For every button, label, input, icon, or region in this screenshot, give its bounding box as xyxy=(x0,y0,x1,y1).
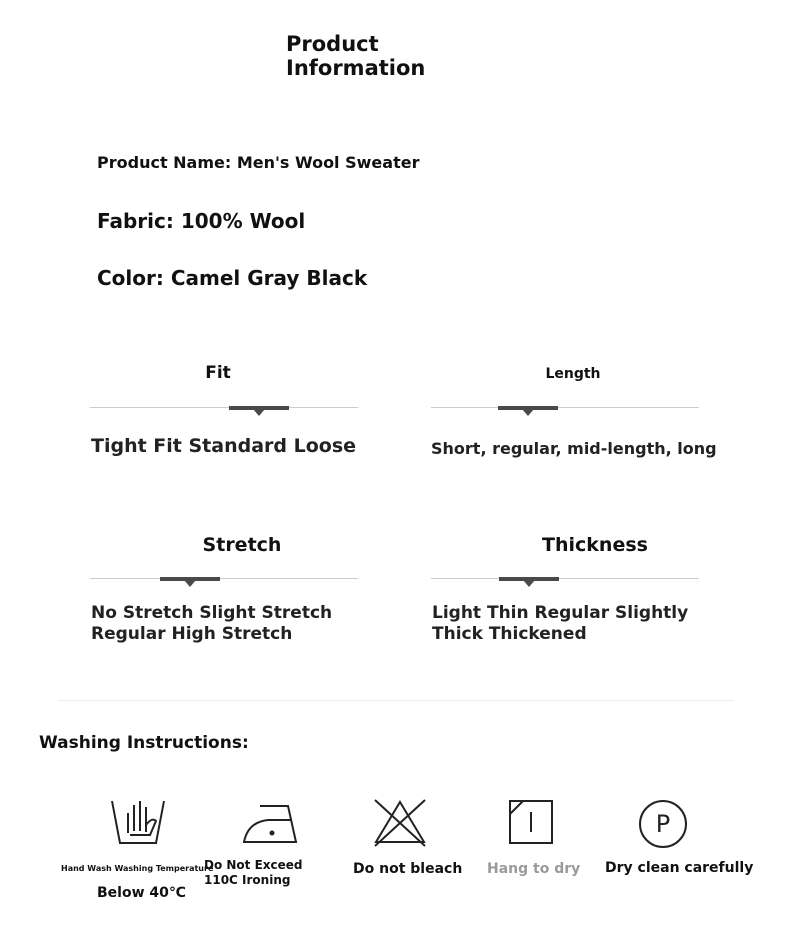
length-scale-caret xyxy=(522,409,534,416)
section-divider xyxy=(58,700,734,701)
fit-scale-line xyxy=(90,407,358,408)
fit-value: Tight Fit Standard Loose xyxy=(91,435,357,457)
hand-wash-icon xyxy=(108,795,168,847)
hang-dry-icon xyxy=(507,798,555,846)
no-bleach-icon xyxy=(371,796,429,848)
fit-scale-caret xyxy=(253,409,265,416)
thickness-scale-caret xyxy=(523,580,535,587)
thickness-scale-line xyxy=(431,578,699,579)
product-name: Product Name: Men's Wool Sweater xyxy=(97,153,420,172)
no-bleach-label: Do not bleach xyxy=(353,861,463,877)
dry-clean-icon xyxy=(637,798,689,850)
length-value: Short, regular, mid-length, long xyxy=(431,439,717,458)
product-fabric: Fabric: 100% Wool xyxy=(97,209,306,233)
length-label: Length xyxy=(545,366,601,382)
iron-label: Do Not Exceed 110C Ironing xyxy=(204,858,303,887)
stretch-scale-line xyxy=(90,578,358,579)
iron-icon xyxy=(240,802,300,846)
stretch-label: Stretch xyxy=(202,534,282,556)
hang-dry-label: Hang to dry xyxy=(487,861,581,877)
dry-clean-label: Dry clean carefully xyxy=(605,860,754,876)
page-title: Product Information xyxy=(286,32,426,80)
hand-wash-label: Hand Wash Washing Temperature xyxy=(61,864,214,873)
svg-text:P: P xyxy=(655,810,671,838)
fit-label: Fit xyxy=(205,363,231,383)
stretch-value: No Stretch Slight Stretch Regular High Stretch xyxy=(91,603,333,644)
stretch-scale-caret xyxy=(184,580,196,587)
hand-wash-sublabel: Below 40℃ xyxy=(97,885,186,901)
thickness-label: Thickness xyxy=(542,534,648,556)
length-scale-line xyxy=(431,407,699,408)
product-color: Color: Camel Gray Black xyxy=(97,266,368,290)
washing-heading: Washing Instructions: xyxy=(39,733,249,753)
thickness-value: Light Thin Regular Slightly Thick Thickened xyxy=(432,603,689,644)
